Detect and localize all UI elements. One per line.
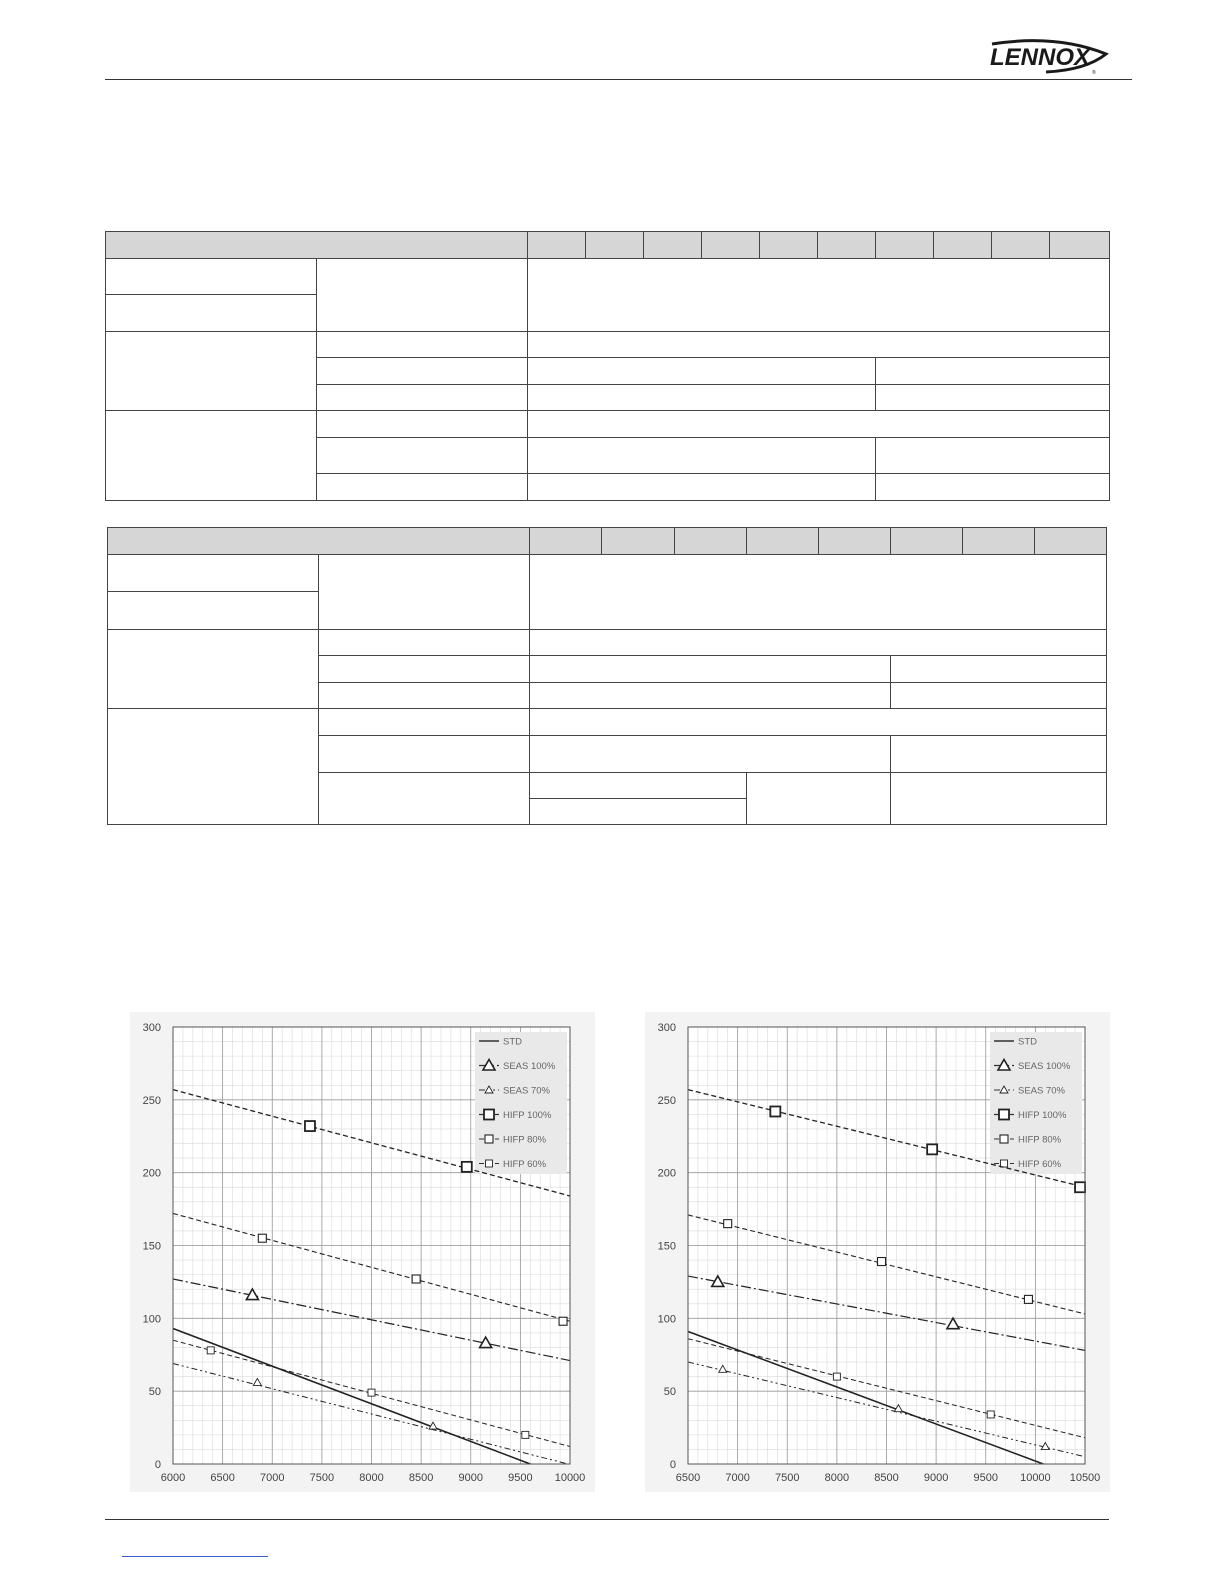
table-cell: [319, 630, 530, 656]
model-column-cell: [530, 528, 602, 555]
table-cell: [530, 656, 890, 683]
model-column-cell: [1034, 528, 1106, 555]
legend-marker: [1001, 1160, 1008, 1167]
x-tick-label: 8000: [824, 1472, 850, 1484]
x-tick-label: 7500: [775, 1472, 800, 1484]
model-column-cell: [674, 528, 746, 555]
table-cell: [528, 385, 876, 411]
legend-marker: [484, 1110, 494, 1120]
x-tick-label: 9500: [973, 1472, 998, 1484]
model-column-cell: [818, 528, 890, 555]
y-tick-label: 50: [663, 1386, 676, 1399]
model-column-cell: [528, 232, 586, 259]
model-column-cell: [760, 232, 818, 259]
series-marker: [258, 1234, 266, 1242]
lennox-logo-text: LENNOX: [990, 44, 1091, 71]
lennox-logo: [986, 36, 1110, 76]
table-cell: [317, 259, 528, 332]
table-cell: [530, 630, 1107, 656]
table-cell: [890, 656, 1106, 683]
x-tick-label: 9000: [458, 1472, 483, 1484]
table-cell: [530, 736, 890, 773]
x-tick-label: 7500: [309, 1472, 335, 1484]
table-cell: [319, 555, 530, 630]
series-marker: [305, 1121, 315, 1131]
model-column-cell: [876, 232, 934, 259]
footer-link-underline[interactable]: [122, 1556, 268, 1557]
y-tick-label: 200: [657, 1167, 676, 1180]
model-column-cell: [934, 232, 992, 259]
y-tick-label: 300: [657, 1022, 676, 1034]
table-cell: [890, 736, 1106, 773]
model-column-cell: [890, 528, 962, 555]
spec-table-2: [107, 527, 1107, 825]
table-cell: [746, 773, 890, 825]
chart-2: [645, 1012, 1110, 1492]
legend-box: [475, 1032, 567, 1174]
y-tick-label: 0: [154, 1459, 161, 1471]
x-tick-label: 8500: [874, 1472, 899, 1484]
series-marker: [368, 1389, 375, 1396]
x-tick-label: 10000: [1020, 1472, 1051, 1484]
table-cell: [876, 438, 1110, 474]
y-tick-label: 150: [657, 1240, 676, 1253]
series-marker: [412, 1275, 420, 1283]
legend-label: HIFP 80%: [1018, 1134, 1062, 1146]
series-marker: [927, 1144, 937, 1154]
table-cell: [319, 683, 530, 709]
table-cell: [319, 709, 530, 736]
series-marker: [462, 1162, 472, 1172]
x-tick-label: 7000: [260, 1472, 285, 1484]
chart-2-svg: [645, 1012, 1110, 1492]
series-marker: [522, 1431, 529, 1438]
series-marker: [878, 1258, 886, 1266]
y-tick-label: 50: [148, 1386, 161, 1399]
table-cell: [108, 709, 319, 825]
header-label-cell: [108, 528, 530, 555]
legend-label: HIFP 60%: [503, 1159, 547, 1170]
table-cell: [317, 385, 528, 411]
series-marker: [559, 1317, 567, 1325]
table-row: [106, 259, 1110, 295]
table-cell: [530, 709, 1107, 736]
table-row: [108, 709, 1107, 736]
x-tick-label: 10500: [1069, 1472, 1101, 1484]
table-cell: [528, 358, 876, 385]
table-row: [106, 411, 1110, 438]
model-column-cell: [962, 528, 1034, 555]
table-cell: [890, 683, 1106, 709]
series-marker: [207, 1347, 214, 1354]
table-row: [106, 332, 1110, 358]
lennox-logo-mark: [986, 36, 1110, 76]
legend-marker: [486, 1160, 493, 1167]
legend-box: [990, 1032, 1082, 1174]
x-tick-label: 8500: [408, 1472, 434, 1484]
table-header-row: [108, 528, 1107, 555]
legend-label: SEAS 70%: [503, 1085, 550, 1097]
legend-label: HIFP 60%: [1018, 1159, 1062, 1170]
model-column-cell: [586, 232, 644, 259]
table-cell: [317, 474, 528, 501]
model-column-cell: [602, 528, 674, 555]
table-cell: [317, 411, 528, 438]
model-column-cell: [992, 232, 1050, 259]
table-cell: [528, 332, 1110, 358]
header-label-cell: [106, 232, 528, 259]
y-tick-label: 150: [142, 1240, 161, 1253]
y-tick-label: 200: [142, 1167, 161, 1180]
series-marker: [987, 1411, 994, 1418]
chart-1: [130, 1012, 595, 1492]
table-row: [108, 630, 1107, 656]
y-tick-label: 300: [142, 1022, 161, 1034]
legend-label: SEAS 100%: [503, 1061, 556, 1072]
x-tick-label: 9500: [508, 1472, 533, 1484]
table-cell: [106, 295, 317, 332]
table-cell: [528, 474, 876, 501]
legend-label: SEAS 100%: [1018, 1061, 1071, 1072]
x-tick-label: 7000: [725, 1472, 750, 1484]
x-tick-label: 6500: [210, 1472, 235, 1484]
table-cell: [108, 555, 319, 592]
legend-marker: [999, 1110, 1009, 1120]
table-cell: [530, 773, 746, 799]
model-column-cell: [702, 232, 760, 259]
table-cell: [106, 411, 317, 501]
series-marker: [1075, 1182, 1085, 1192]
model-column-cell: [1050, 232, 1110, 259]
y-tick-label: 250: [657, 1094, 676, 1107]
series-marker: [833, 1373, 840, 1380]
model-column-cell: [818, 232, 876, 259]
table-cell: [317, 358, 528, 385]
table-row: [108, 555, 1107, 592]
y-tick-label: 100: [657, 1313, 676, 1326]
table-header-row: [106, 232, 1110, 259]
x-tick-label: 10000: [554, 1472, 586, 1484]
series-marker: [724, 1220, 732, 1228]
model-column-cell: [644, 232, 702, 259]
model-column-cell: [746, 528, 818, 555]
table-cell: [876, 358, 1110, 385]
table-cell: [890, 773, 1106, 825]
table-cell: [106, 332, 317, 411]
table-cell: [528, 259, 1110, 332]
header-rule: [105, 79, 1132, 80]
legend-marker: [1000, 1135, 1008, 1143]
table-cell: [530, 683, 890, 709]
table-cell: [528, 438, 876, 474]
legend-label: STD: [503, 1036, 522, 1048]
footer-rule: [105, 1519, 1109, 1520]
legend-label: STD: [1018, 1036, 1037, 1048]
table-cell: [319, 656, 530, 683]
table-cell: [317, 332, 528, 358]
x-tick-label: 8000: [359, 1472, 384, 1484]
legend-label: HIFP 80%: [503, 1134, 547, 1146]
x-tick-label: 6000: [160, 1472, 186, 1484]
table-cell: [108, 630, 319, 709]
spec-table-1: [105, 231, 1110, 501]
svg-text:®: ®: [1092, 70, 1096, 76]
x-tick-label: 6500: [675, 1472, 701, 1484]
legend-label: HIFP 100%: [503, 1110, 552, 1121]
y-tick-label: 0: [669, 1459, 676, 1471]
table-cell: [876, 474, 1110, 501]
y-tick-label: 100: [142, 1313, 161, 1326]
table-cell: [530, 799, 746, 825]
table-cell: [528, 411, 1110, 438]
series-marker: [770, 1106, 780, 1116]
table-cell: [108, 592, 319, 630]
chart-1-svg: [130, 1012, 595, 1492]
table-cell: [876, 385, 1110, 411]
x-tick-label: 9000: [923, 1472, 949, 1484]
legend-label: HIFP 100%: [1018, 1110, 1067, 1121]
table-cell: [317, 438, 528, 474]
y-tick-label: 250: [142, 1094, 161, 1107]
table-cell: [106, 259, 317, 295]
table-cell: [319, 736, 530, 773]
legend-label: SEAS 70%: [1018, 1085, 1065, 1097]
legend-marker: [485, 1135, 493, 1143]
table-cell: [530, 555, 1107, 630]
table-cell: [319, 773, 530, 825]
series-marker: [1024, 1295, 1032, 1303]
